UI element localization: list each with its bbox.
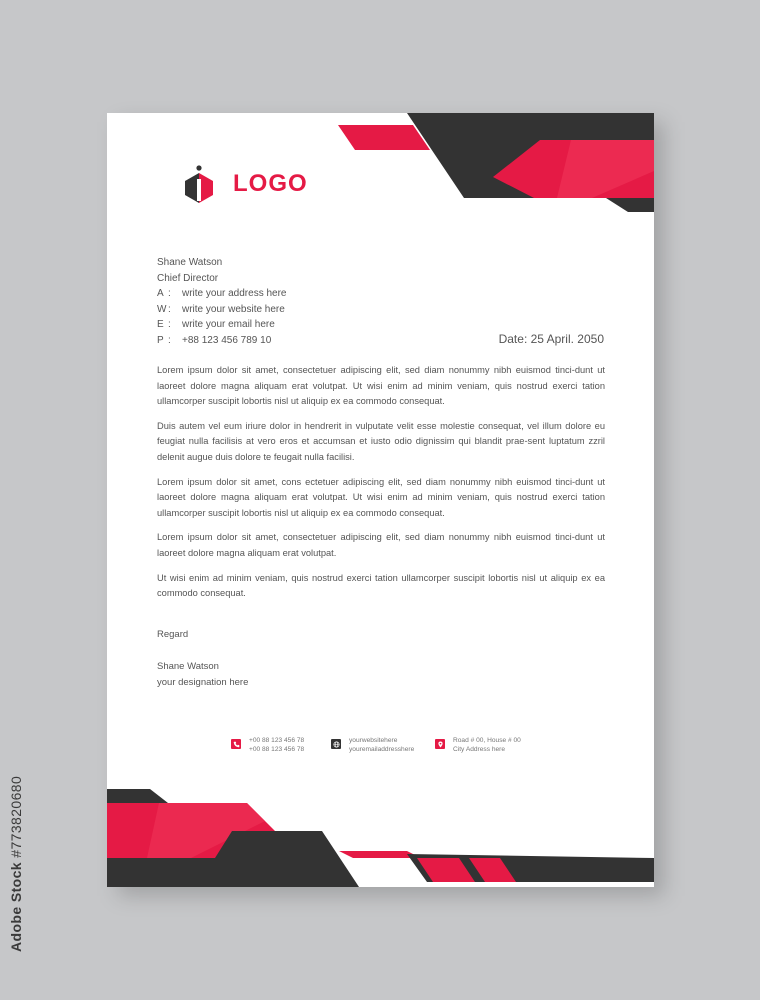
body-paragraph: Duis autem vel eum iriure dolor in hendrerit in vulputate velit esse molestie consequat, vel illum dolore eu feugiat nulla facilisis at vero eros et accumsan et iusto odio dignissim qui blandit prae-sent luptatum zzril delenit augue duis dolore te feugait nulla facilisi. xyxy=(157,420,605,462)
footer-phone-line: +00 88 123 456 78 xyxy=(249,737,305,744)
contact-row-email xyxy=(157,317,287,333)
contact-row-phone xyxy=(157,333,287,349)
contact-value: write your email here xyxy=(182,319,275,331)
logo-text: LOGO xyxy=(233,170,308,197)
globe-icon xyxy=(331,739,341,749)
body-paragraph: Lorem ipsum dolor sit amet, consectetuer adipiscing elit, sed diam nonummy nibh euismod tinci-dunt ut laoreet dolore magna aliquam erat volutpat. xyxy=(157,532,605,558)
signer-designation: your designation here xyxy=(157,676,249,688)
footer-phone-line: +00 88 123 456 78 xyxy=(249,746,305,753)
footer-address xyxy=(435,736,521,754)
letter-body xyxy=(157,363,605,611)
signature-block xyxy=(157,659,248,690)
contact-row-website xyxy=(157,302,287,318)
contact-separator: : xyxy=(168,303,171,315)
contact-key: A xyxy=(157,288,164,300)
contact-row-address xyxy=(157,286,287,302)
watermark-id: #773820680 xyxy=(8,775,24,858)
footer-email: youremailaddresshere xyxy=(349,746,415,753)
top-red-slant xyxy=(338,125,430,150)
signer-name: Shane Watson xyxy=(157,661,219,672)
location-pin-icon xyxy=(435,739,445,749)
company-logo xyxy=(183,165,308,203)
contact-separator: : xyxy=(168,334,171,346)
contact-separator: : xyxy=(168,288,171,300)
contact-key: W xyxy=(157,303,167,315)
contact-value: write your website here xyxy=(182,303,285,315)
contact-value: write your address here xyxy=(182,288,287,300)
footer-phone xyxy=(231,736,304,754)
contact-value: +88 123 456 789 10 xyxy=(182,334,272,346)
sender-block xyxy=(157,255,287,349)
contact-key: E xyxy=(157,319,164,331)
side-watermark xyxy=(8,776,24,952)
body-paragraph: Lorem ipsum dolor sit amet, consectetuer adipiscing elit, sed diam nonummy nibh euismod tinci-dunt ut laoreet dolore magna aliquam erat volutpat. Ut wisi enim ad minim veniam, quis nostrud exerci tation ullamcorper suscipit lobortis nisl ut aliquip ex ea commodo consequat. xyxy=(157,365,605,407)
sender-title: Chief Director xyxy=(157,272,219,284)
footer-address-line: Road # 00, House # 00 xyxy=(453,737,521,744)
footer-website: yourwebsitehere xyxy=(349,737,398,744)
footer-web xyxy=(331,736,414,754)
contact-key: P xyxy=(157,334,164,346)
watermark-brand: Adobe Stock xyxy=(8,862,24,952)
footer-address-line: City Address here xyxy=(453,746,506,753)
bottom-dark-wedge xyxy=(107,789,168,803)
contact-separator: : xyxy=(168,319,171,331)
phone-icon xyxy=(231,739,241,749)
letter-date: Date: 25 April. 2050 xyxy=(498,332,604,346)
body-paragraph: Lorem ipsum dolor sit amet, cons ectetuer adipiscing elit, sed diam nonummy nibh euismod tinci-dunt ut laoreet dolore magna aliquam erat volutpat. Ut wisi enim ad minim veniam, quis nostrud exerci tation ullamcorper suscipit lobortis nisl ut aliquip ex ea commodo consequat. xyxy=(157,476,605,518)
hexagon-logo-icon xyxy=(183,165,215,203)
body-paragraph: Ut wisi enim ad minim veniam, quis nostrud exerci tation ullamcorper suscipit lobortis nisl ut aliquip ex ea commodo consequat. xyxy=(157,572,605,599)
sender-name: Shane Watson xyxy=(157,257,223,268)
closing-regard: Regard xyxy=(157,629,189,640)
letterhead-page xyxy=(107,113,654,887)
